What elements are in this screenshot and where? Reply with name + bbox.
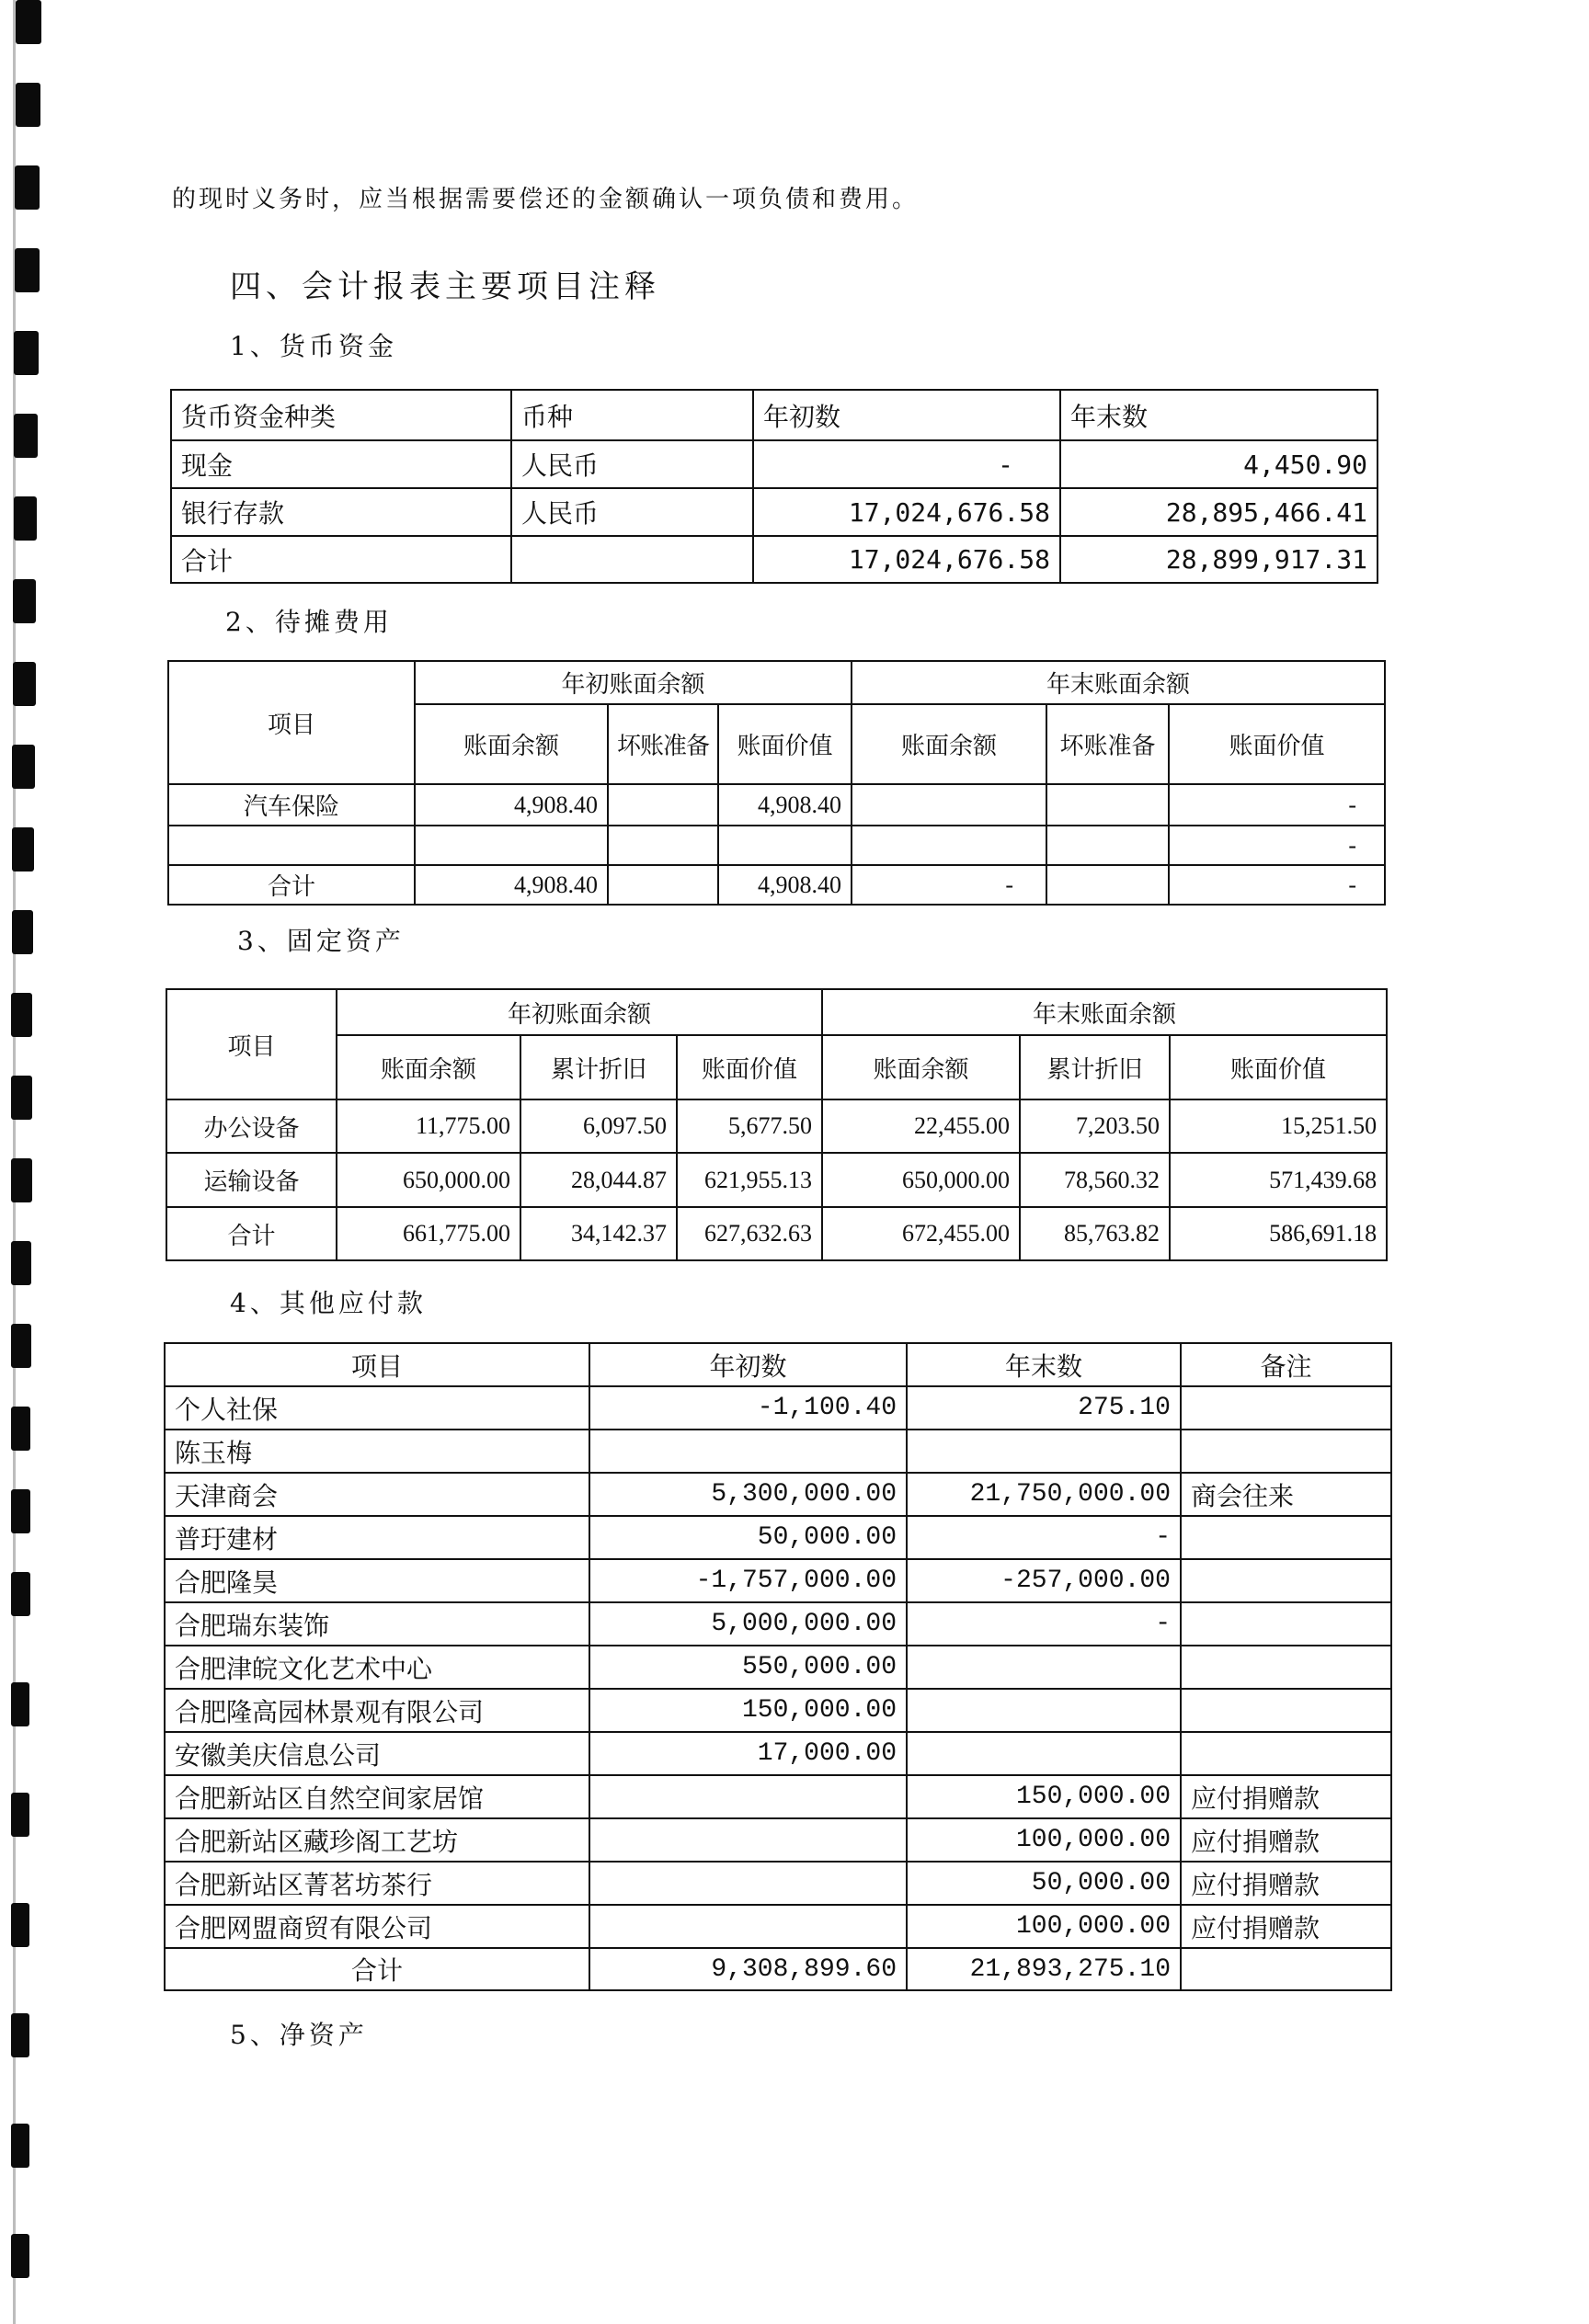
cell-end: -	[907, 1602, 1181, 1646]
cell-currency	[511, 536, 753, 583]
cell-begin: 5,300,000.00	[589, 1473, 907, 1516]
cell-value: 85,763.82	[1020, 1207, 1170, 1260]
binding-hole	[13, 662, 36, 706]
fixed-assets-title: 3、固定资产	[237, 926, 405, 956]
subheader: 账面余额	[415, 704, 608, 784]
binding-hole	[11, 1407, 30, 1451]
cell-item: 合肥隆昊	[165, 1559, 589, 1602]
subheader: 坏账准备	[1046, 704, 1169, 784]
cell-value: -	[1169, 826, 1385, 865]
cell-item: 合肥瑞东装饰	[165, 1602, 589, 1646]
table-row	[168, 784, 1385, 826]
cell-begin: 17,024,676.58	[753, 488, 1060, 536]
binding-hole	[15, 248, 40, 292]
cell-end: 21,893,275.10	[907, 1948, 1181, 1990]
cell-note: 应付捐赠款	[1181, 1862, 1391, 1905]
subheader: 账面价值	[718, 704, 852, 784]
cell-note	[1181, 1948, 1391, 1990]
cell-note: 应付捐赠款	[1181, 1818, 1391, 1862]
cell-end: 50,000.00	[907, 1862, 1181, 1905]
binding-hole	[11, 1158, 31, 1202]
header-end: 年末数	[1060, 390, 1378, 440]
cell-begin: 17,024,676.58	[753, 536, 1060, 583]
cell-begin: 150,000.00	[589, 1689, 907, 1732]
other-payables-table	[164, 1342, 1392, 1991]
cell-item: 办公设备	[166, 1099, 337, 1153]
table-row	[171, 488, 1378, 536]
table-row	[166, 1099, 1387, 1153]
cell-begin	[589, 1775, 907, 1818]
cell-value: 28,044.87	[520, 1153, 677, 1207]
cell-begin: 50,000.00	[589, 1516, 907, 1559]
header-group-begin: 年初账面余额	[337, 989, 822, 1035]
table-header-row	[166, 989, 1387, 1035]
cell-value: -	[1169, 865, 1385, 905]
subheader: 账面余额	[822, 1035, 1020, 1099]
cell-item: 安徽美庆信息公司	[165, 1732, 589, 1775]
cell-end: 28,895,466.41	[1060, 488, 1378, 536]
cell-begin	[589, 1862, 907, 1905]
cell-currency: 人民币	[511, 440, 753, 488]
cell-begin: -	[753, 440, 1060, 488]
cell-end	[907, 1646, 1181, 1689]
cell-item: 汽车保险	[168, 784, 415, 826]
cell-end	[907, 1732, 1181, 1775]
cell-begin	[589, 1818, 907, 1862]
cell-value	[1046, 826, 1169, 865]
table-row	[168, 826, 1385, 865]
cell-item: 合肥新站区藏珍阁工艺坊	[165, 1818, 589, 1862]
cell-end: -257,000.00	[907, 1559, 1181, 1602]
header-note: 备注	[1181, 1343, 1391, 1386]
cell-end: -	[907, 1516, 1181, 1559]
table-row	[165, 1689, 1391, 1732]
binding-hole	[11, 2124, 29, 2168]
cell-end: 21,750,000.00	[907, 1473, 1181, 1516]
cell-begin	[589, 1430, 907, 1473]
table-row	[165, 1732, 1391, 1775]
binding-hole	[11, 1241, 31, 1285]
table-row	[165, 1602, 1391, 1646]
cell-begin: 17,000.00	[589, 1732, 907, 1775]
header-group-end: 年末账面余额	[852, 661, 1385, 704]
monetary-funds-title: 1、货币资金	[230, 331, 397, 361]
table-row	[165, 1862, 1391, 1905]
cell-value	[852, 784, 1046, 826]
cell-begin: 5,000,000.00	[589, 1602, 907, 1646]
cell-value: 6,097.50	[520, 1099, 677, 1153]
cell-item: 个人社保	[165, 1386, 589, 1430]
cell-end: 28,899,917.31	[1060, 536, 1378, 583]
binding-hole	[16, 83, 41, 127]
table-row	[165, 1818, 1391, 1862]
cell-begin: -1,757,000.00	[589, 1559, 907, 1602]
cell-note	[1181, 1689, 1391, 1732]
header-begin: 年初数	[589, 1343, 907, 1386]
binding-hole	[15, 165, 40, 210]
binding-hole	[14, 496, 38, 541]
binding-hole	[12, 910, 34, 954]
table-row	[165, 1386, 1391, 1430]
table-header-row	[165, 1343, 1391, 1386]
cell-note	[1181, 1430, 1391, 1473]
cell-begin: -1,100.40	[589, 1386, 907, 1430]
cell-note	[1181, 1516, 1391, 1559]
binding-hole	[12, 745, 34, 789]
header-group-begin: 年初账面余额	[415, 661, 852, 704]
cell-begin: 9,308,899.60	[589, 1948, 907, 1990]
intro-paragraph: 的现时义务时，应当根据需要偿还的金额确认一项负债和费用。	[172, 186, 920, 213]
subheader: 账面余额	[337, 1035, 520, 1099]
cell-value: 586,691.18	[1170, 1207, 1387, 1260]
cell-item: 合计	[165, 1948, 589, 1990]
binding-hole	[11, 1903, 29, 1947]
binding-hole	[11, 2013, 29, 2057]
cell-value	[608, 784, 718, 826]
binding-hole	[12, 827, 34, 872]
cell-type: 合计	[171, 536, 511, 583]
cell-value: 621,955.13	[677, 1153, 822, 1207]
net-assets-title: 5、净资产	[230, 2020, 368, 2050]
binding-hole	[11, 1572, 29, 1616]
monetary-funds-table	[170, 389, 1378, 584]
binding-hole	[11, 2234, 29, 2278]
cell-note: 应付捐赠款	[1181, 1905, 1391, 1948]
cell-item	[168, 826, 415, 865]
table-row	[171, 440, 1378, 488]
cell-value	[608, 865, 718, 905]
cell-value: 11,775.00	[337, 1099, 520, 1153]
cell-value	[852, 826, 1046, 865]
header-item: 项目	[168, 661, 415, 784]
cell-note	[1181, 1646, 1391, 1689]
binding-hole	[11, 1489, 30, 1533]
cell-end: 100,000.00	[907, 1905, 1181, 1948]
cell-value: -	[852, 865, 1046, 905]
cell-value: 571,439.68	[1170, 1153, 1387, 1207]
prepaid-expenses-table	[167, 660, 1386, 906]
table-header-row	[168, 661, 1385, 704]
section-title: 四、会计报表主要项目注释	[230, 268, 660, 305]
cell-value: 7,203.50	[1020, 1099, 1170, 1153]
table-row	[165, 1473, 1391, 1516]
cell-value: 4,908.40	[415, 865, 608, 905]
binding-hole	[14, 331, 38, 375]
cell-end: 100,000.00	[907, 1818, 1181, 1862]
cell-value: 661,775.00	[337, 1207, 520, 1260]
cell-end: 150,000.00	[907, 1775, 1181, 1818]
header-fund-type: 货币资金种类	[171, 390, 511, 440]
binding-hole	[11, 993, 32, 1037]
cell-note	[1181, 1602, 1391, 1646]
cell-value: 78,560.32	[1020, 1153, 1170, 1207]
table-row	[165, 1646, 1391, 1689]
cell-end: 275.10	[907, 1386, 1181, 1430]
cell-note: 应付捐赠款	[1181, 1775, 1391, 1818]
cell-item: 天津商会	[165, 1473, 589, 1516]
other-payables-title: 4、其他应付款	[230, 1288, 427, 1318]
subheader: 累计折旧	[520, 1035, 677, 1099]
cell-value: 627,632.63	[677, 1207, 822, 1260]
cell-item: 合肥新站区菁茗坊茶行	[165, 1862, 589, 1905]
cell-value: 4,908.40	[415, 784, 608, 826]
prepaid-expenses-title: 2、待摊费用	[225, 607, 393, 637]
cell-item: 合肥津皖文化艺术中心	[165, 1646, 589, 1689]
cell-item: 运输设备	[166, 1153, 337, 1207]
cell-value	[718, 826, 852, 865]
cell-item: 合计	[166, 1207, 337, 1260]
cell-end: 4,450.90	[1060, 440, 1378, 488]
cell-begin: 550,000.00	[589, 1646, 907, 1689]
cell-note	[1181, 1386, 1391, 1430]
cell-value: 34,142.37	[520, 1207, 677, 1260]
table-row	[166, 1153, 1387, 1207]
table-total-row	[168, 865, 1385, 905]
cell-value: 22,455.00	[822, 1099, 1020, 1153]
cell-value: 15,251.50	[1170, 1099, 1387, 1153]
binding-hole	[14, 414, 38, 458]
table-row	[165, 1775, 1391, 1818]
cell-item: 合肥网盟商贸有限公司	[165, 1905, 589, 1948]
cell-value	[1046, 865, 1169, 905]
header-item: 项目	[166, 989, 337, 1099]
subheader: 账面价值	[677, 1035, 822, 1099]
table-subheader-row	[166, 1035, 1387, 1099]
table-total-row	[166, 1207, 1387, 1260]
binding-hole	[11, 1076, 32, 1120]
table-row	[165, 1905, 1391, 1948]
cell-value: -	[1169, 784, 1385, 826]
cell-note	[1181, 1559, 1391, 1602]
cell-item: 合肥新站区自然空间家居馆	[165, 1775, 589, 1818]
table-row	[165, 1516, 1391, 1559]
cell-value: 650,000.00	[337, 1153, 520, 1207]
cell-item: 合肥隆高园林景观有限公司	[165, 1689, 589, 1732]
fixed-assets-table	[166, 988, 1388, 1261]
cell-value: 5,677.50	[677, 1099, 822, 1153]
cell-value	[1046, 784, 1169, 826]
subheader: 账面价值	[1169, 704, 1385, 784]
table-row	[165, 1559, 1391, 1602]
cell-value	[608, 826, 718, 865]
header-end: 年末数	[907, 1343, 1181, 1386]
cell-value: 4,908.40	[718, 784, 852, 826]
other-payables-body	[165, 1386, 1391, 1948]
cell-type: 现金	[171, 440, 511, 488]
cell-note	[1181, 1732, 1391, 1775]
cell-item: 普玗建材	[165, 1516, 589, 1559]
binding-hole	[13, 579, 36, 623]
subheader: 账面价值	[1170, 1035, 1387, 1099]
binding-hole	[11, 1682, 29, 1726]
subheader: 账面余额	[852, 704, 1046, 784]
header-currency: 币种	[511, 390, 753, 440]
subheader: 累计折旧	[1020, 1035, 1170, 1099]
table-header-row	[171, 390, 1378, 440]
binding-hole	[11, 1793, 29, 1837]
header-item: 项目	[165, 1343, 589, 1386]
cell-value: 650,000.00	[822, 1153, 1020, 1207]
cell-note: 商会往来	[1181, 1473, 1391, 1516]
cell-end	[907, 1430, 1181, 1473]
cell-end	[907, 1689, 1181, 1732]
header-group-end: 年末账面余额	[822, 989, 1387, 1035]
header-begin: 年初数	[753, 390, 1060, 440]
cell-value: 4,908.40	[718, 865, 852, 905]
table-total-row	[171, 536, 1378, 583]
cell-value	[415, 826, 608, 865]
cell-currency: 人民币	[511, 488, 753, 536]
table-total-row	[165, 1948, 1391, 1990]
table-row	[165, 1430, 1391, 1473]
cell-value: 672,455.00	[822, 1207, 1020, 1260]
binding-hole	[16, 0, 41, 44]
cell-item: 合计	[168, 865, 415, 905]
binding-hole	[11, 1324, 31, 1368]
cell-begin	[589, 1905, 907, 1948]
cell-item: 陈玉梅	[165, 1430, 589, 1473]
cell-type: 银行存款	[171, 488, 511, 536]
subheader: 坏账准备	[608, 704, 718, 784]
